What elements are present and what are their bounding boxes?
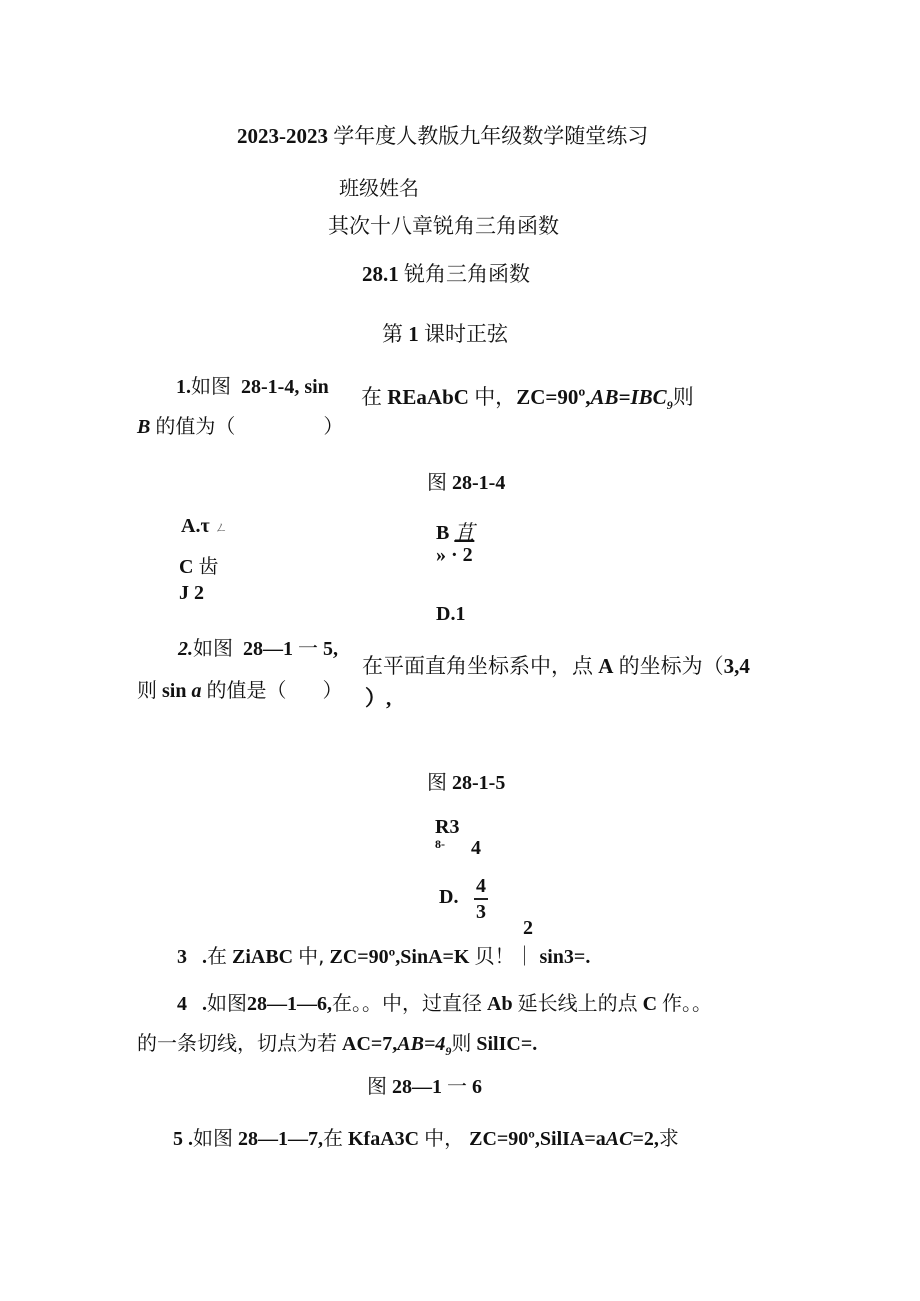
chapter-title: 其次十八章锐角三角函数 [328,214,559,238]
q2-option-b-den: 4 [471,837,481,859]
lesson-title: 第 1 课时正弦 [382,322,508,346]
q2-option-d[interactable]: D. [439,886,459,908]
q1-option-d[interactable]: D.1 [436,603,466,625]
answer-blank-close: ） [323,414,344,438]
q1-option-c-sub: J 2 [179,582,204,604]
q2-line1-right: 在平面直角坐标系中，点 A 的坐标为（3,4 [362,654,750,678]
q1-line2: B 的值为（ ） [137,414,344,438]
fraction-numerator: 4 [476,875,486,897]
q2-line1-left: 2.如图 28—1 一 5, [178,636,338,660]
title-text: 学年度人教版九年级数学随堂练习 [333,124,649,148]
q2-option-b-sub: 8- [435,837,445,851]
fraction-bar [474,898,488,900]
q1-option-b-sub: » · 2 [436,544,473,566]
question-5: 5 .如图 28—1—7,在 KfaA3C 中， ZC=90º,SilIA=aAC=2,求 [173,1126,679,1150]
class-name-label: 班级姓名 [339,176,419,200]
q1-option-a[interactable]: A.τ ㄥ [181,515,228,537]
q1-line1-right: 在 REaAbC 中，$ZC=90º,AB=IBC_9$则 [361,385,694,413]
figure-28-1-6-caption: 图 28—1 一 6 [367,1074,482,1098]
q2-line2-tail: ）, [365,686,392,710]
fraction-denominator: 3 [476,901,486,923]
section-name: 锐角三角函数 [404,262,530,286]
q2-option-d-fraction [474,876,488,922]
section-title [362,264,530,285]
stray-number: 2 [523,917,533,939]
q4-line1: 4 .如图28—1—6,在。。中，过直径 Ab 延长线上的点 C 作。。 [177,991,713,1015]
figure-28-1-5-caption: 图 28-1-5 [427,770,506,794]
q2-option-b[interactable]: R3 [435,816,460,838]
title-year: 2023-2023 [237,124,328,148]
q4-line2: 的一条切线，切点为若 $AC=7,AB=4_9$则 SilIC=. [137,1031,538,1058]
figure-28-1-4-caption: 图 28-1-4 [427,470,506,494]
q1-line1-left: 1.如图 28-1-4, sin [176,374,329,398]
q1-option-c[interactable]: C 齿 [179,554,219,578]
q1-option-b[interactable]: B 苴 [436,520,475,544]
q2-line2: 则 sin a 的值是（ ） [137,678,343,702]
section-number: 28.1 [362,262,399,286]
document-title [237,126,648,147]
question-3: 3 .在 ZiABC 中, ZC=90º,SinA=K 贝！｜ sin3=. [177,944,591,968]
